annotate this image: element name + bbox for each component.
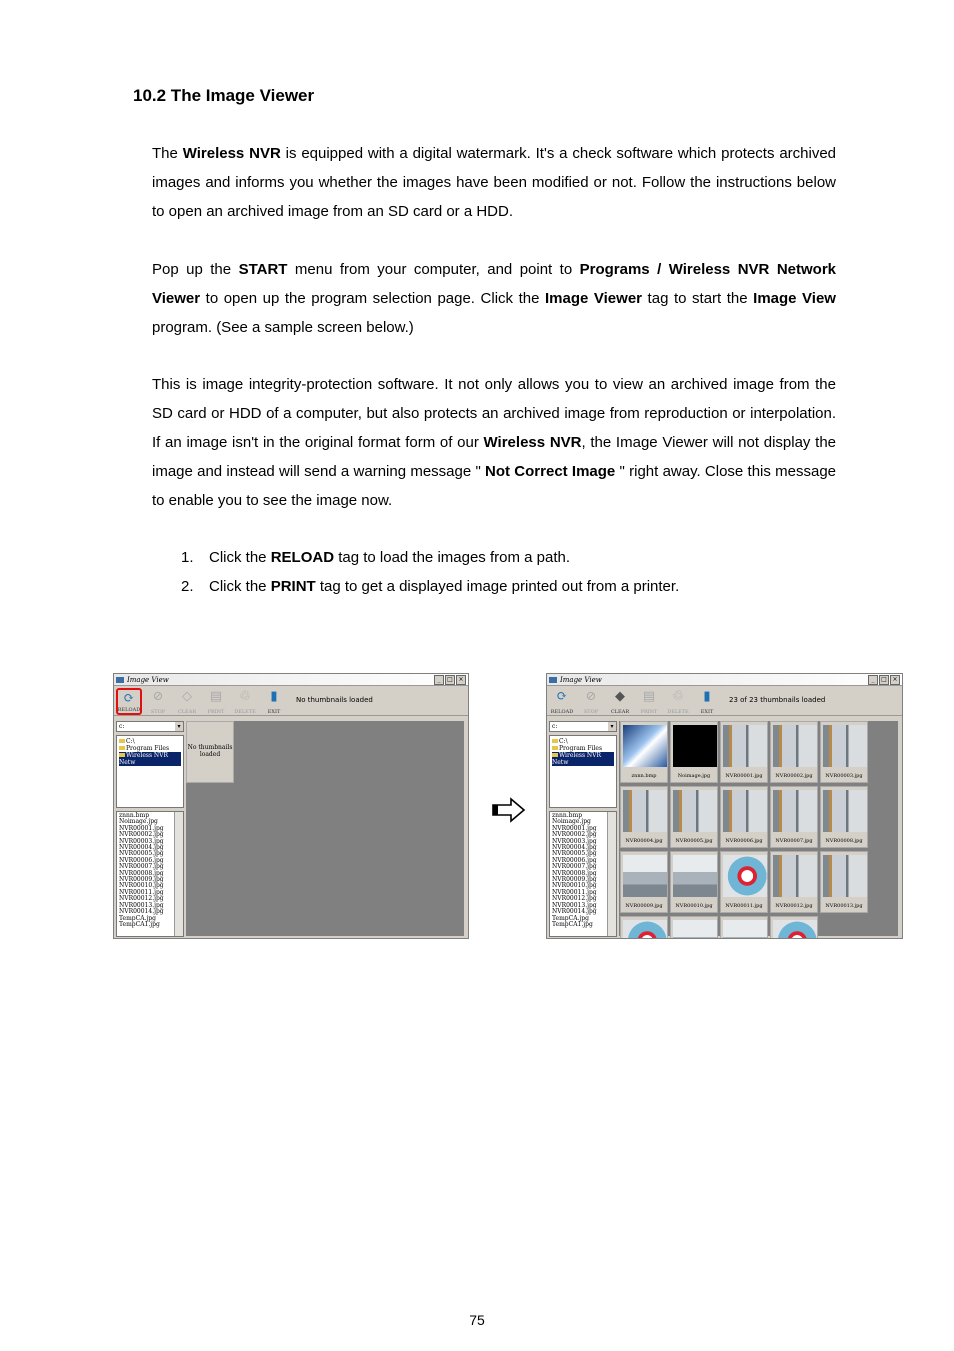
file-item[interactable]: NVR00011.jpg <box>552 888 597 896</box>
file-item[interactable]: NVR00007.jpg <box>552 863 597 871</box>
clear-button[interactable]: ◆ CLEAR <box>610 688 630 715</box>
thumbnail-image <box>723 725 767 767</box>
exit-door-icon: ▮ <box>703 688 711 704</box>
minimize-icon[interactable]: _ <box>868 675 878 685</box>
thumbnail-cell[interactable] <box>670 721 718 783</box>
minimize-icon[interactable]: _ <box>434 675 444 685</box>
chevron-down-icon: ▾ <box>175 722 183 731</box>
delete-button[interactable]: ♲ DELETE <box>667 688 689 715</box>
clear-button[interactable]: ◇ CLEAR <box>177 688 197 715</box>
file-list[interactable] <box>549 811 617 937</box>
thumbnail-cell[interactable] <box>620 851 668 913</box>
file-item[interactable]: NVR00006.jpg <box>119 856 164 864</box>
file-item[interactable]: NVR00006.jpg <box>552 856 597 864</box>
integrity-paragraph: This is image integrity-protection software. It not only allows you to view an archived image from the SD card or HDD of a computer, but also protects an archived image from reproduction or interpolation. If an image isn't in the original format form of our Wireless NVR, the Image Viewer will not display the image and instead will send a warning message " Not Correct Image " right away. Close this message to enable you to see the image now. <box>152 376 836 509</box>
file-item[interactable]: TempCA.jpg <box>119 914 156 922</box>
thumbnail-image <box>773 920 817 939</box>
thumbnail-image <box>673 920 717 939</box>
step-item: 1. Click the RELOAD tag to load the images from a path. <box>181 549 571 566</box>
thumbnail-image <box>773 790 817 832</box>
folder-tree[interactable] <box>116 735 184 808</box>
toolbar <box>114 686 468 716</box>
thumbnail-cell[interactable] <box>820 786 868 848</box>
drive-select[interactable]: c: ▾ <box>116 721 184 732</box>
thumbnail-image <box>673 790 717 832</box>
close-icon[interactable]: × <box>456 675 466 685</box>
thumbnail-image <box>723 920 767 939</box>
reload-button[interactable]: ⟳ RELOAD <box>550 688 574 715</box>
thumbnail-caption: NVR00009.jpg <box>625 903 663 909</box>
thumbnail-cell[interactable] <box>670 851 718 913</box>
thumbnail-cell[interactable] <box>770 851 818 913</box>
thumbnail-caption: NVR00012.jpg <box>775 903 813 909</box>
thumbnail-cell[interactable] <box>720 721 768 783</box>
maximize-icon[interactable]: □ <box>879 675 889 685</box>
intro-paragraph: The Wireless NVR is equipped with a digital watermark. It's a check software which protects archived images and informs you whether the images have been modified or not. Follow the instructions below to open an archived image from an SD card or a HDD. <box>152 145 837 220</box>
stop-button[interactable]: ⊘ STOP <box>583 688 599 715</box>
tree-item-selected[interactable]: Wireless NVR Netw <box>119 752 181 766</box>
tree-item[interactable]: Program Files <box>119 745 181 752</box>
file-item[interactable]: NVR00011.jpg <box>119 888 164 896</box>
drive-select[interactable]: c: ▾ <box>549 721 617 732</box>
stop-icon: ⊘ <box>585 688 597 704</box>
thumbnail-cell[interactable] <box>670 916 718 939</box>
thumbnail-caption: NVR00010.jpg <box>675 903 713 909</box>
thumbnail-image <box>723 790 767 832</box>
image-view-window-after <box>546 673 903 939</box>
file-item[interactable]: NVR00012.jpg <box>552 895 597 903</box>
file-item[interactable]: NVR00010.jpg <box>552 882 597 890</box>
reload-icon: ⟳ <box>556 688 568 704</box>
file-item[interactable]: TempCA1.jpg <box>552 920 593 928</box>
thumbnail-image <box>773 725 817 767</box>
thumbnail-image <box>623 855 667 897</box>
exit-button[interactable]: ▮ EXIT <box>267 688 281 715</box>
window-title: Image View <box>127 675 169 684</box>
folder-icon <box>119 753 125 757</box>
tree-item[interactable]: Program Files <box>552 745 614 752</box>
exit-door-icon: ▮ <box>270 688 278 704</box>
thumbnail-cell[interactable] <box>770 786 818 848</box>
file-item[interactable]: NVR00002.jpg <box>119 831 164 839</box>
thumbnail-image <box>623 920 667 939</box>
step-item: 2. Click the PRINT tag to get a displayed image printed out from a printer. <box>181 578 680 595</box>
printer-icon: ▤ <box>209 688 223 704</box>
thumbnail-caption: NVR00002.jpg <box>775 773 813 779</box>
file-item[interactable]: NVR00004.jpg <box>552 844 597 852</box>
thumbnail-cell[interactable] <box>670 786 718 848</box>
section-heading: 10.2 The Image Viewer <box>133 86 315 105</box>
thumbnail-cell[interactable] <box>620 916 668 939</box>
title-bar <box>114 674 468 686</box>
stop-button[interactable]: ⊘ STOP <box>150 688 166 715</box>
printer-icon: ▤ <box>642 688 656 704</box>
thumbnail-cell[interactable] <box>770 721 818 783</box>
chevron-down-icon: ▾ <box>608 722 616 731</box>
delete-button[interactable]: ♲ DELETE <box>234 688 256 715</box>
thumbnail-caption: Noimage.jpg <box>677 773 711 779</box>
thumbnail-caption: NVR00007.jpg <box>775 838 813 844</box>
thumbnail-image <box>823 725 867 767</box>
file-item[interactable]: NVR00014.jpg <box>119 908 164 916</box>
file-item[interactable]: NVR00005.jpg <box>119 850 164 858</box>
file-item[interactable]: NVR00004.jpg <box>119 844 164 852</box>
scrollbar[interactable] <box>607 812 616 936</box>
thumbnail-image <box>773 855 817 897</box>
file-item[interactable]: NVR00002.jpg <box>552 831 597 839</box>
file-item[interactable]: NVR00014.jpg <box>552 908 597 916</box>
file-item[interactable]: NVR00005.jpg <box>552 850 597 858</box>
page-number: 75 <box>469 1312 485 1328</box>
folder-icon <box>552 746 558 750</box>
print-button[interactable]: ▤ PRINT <box>640 688 658 715</box>
folder-icon <box>119 746 125 750</box>
file-item[interactable]: NVR00007.jpg <box>119 863 164 871</box>
file-item[interactable]: Noimage.jpg <box>552 818 591 826</box>
stop-icon: ⊘ <box>152 688 164 704</box>
thumbnail-image <box>673 725 717 767</box>
trash-icon: ♲ <box>672 688 684 704</box>
left-pane <box>116 721 184 936</box>
file-item[interactable]: NVR00012.jpg <box>119 895 164 903</box>
thumbnail-caption: NVR00005.jpg <box>675 838 713 844</box>
file-item[interactable]: NVR00013.jpg <box>552 901 597 909</box>
maximize-icon[interactable]: □ <box>445 675 455 685</box>
tree-item[interactable]: C:\ <box>119 738 181 745</box>
reload-icon: ⟳ <box>123 690 135 706</box>
thumbnail-image <box>623 790 667 832</box>
folder-icon <box>552 739 558 743</box>
window-title: Image View <box>560 675 602 684</box>
tree-item-selected[interactable]: Wireless NVR Netw <box>552 752 614 766</box>
file-item[interactable]: NVR00001.jpg <box>552 824 597 832</box>
thumbnail-cell[interactable] <box>770 916 818 939</box>
file-item[interactable]: NVR00013.jpg <box>119 901 164 909</box>
trash-icon: ♲ <box>239 688 251 704</box>
thumbnail-caption: NVR00004.jpg <box>625 838 663 844</box>
start-menu-paragraph: Pop up the START menu from your computer, and point to Programs / Wireless NVR Network Viewer to open up the program selection page. Click the Image Viewer tag to start the Image View program. (See a sample screen below.) <box>152 261 837 336</box>
thumbnail-cell[interactable] <box>620 721 668 783</box>
eraser-icon: ◆ <box>615 688 625 704</box>
thumbnail-caption: NVR00008.jpg <box>825 838 863 844</box>
eraser-icon: ◇ <box>182 688 192 704</box>
scrollbar[interactable] <box>174 812 183 936</box>
thumbnail-image <box>623 725 667 767</box>
thumbnail-caption: NVR00011.jpg <box>725 903 763 909</box>
left-pane <box>549 721 617 936</box>
file-item[interactable]: Noimage.jpg <box>119 818 158 826</box>
thumbnail-cell[interactable] <box>720 851 768 913</box>
thumbnail-image <box>823 855 867 897</box>
thumbnail-caption: NVR00003.jpg <box>825 773 863 779</box>
thumbnail-grid <box>619 721 898 936</box>
image-view-window-before <box>113 673 469 939</box>
status-text: No thumbnails loaded <box>296 696 373 704</box>
file-item[interactable]: NVR00001.jpg <box>119 824 164 832</box>
app-icon <box>116 677 124 683</box>
thumbnail-image <box>723 855 767 897</box>
status-text: 23 of 23 thumbnails loaded <box>729 696 826 704</box>
file-item[interactable]: NVR00010.jpg <box>119 882 164 890</box>
thumbnail-caption: NVR00006.jpg <box>725 838 763 844</box>
thumbnail-caption: znnn.bmp <box>631 773 657 779</box>
file-list[interactable] <box>116 811 184 937</box>
close-icon[interactable]: × <box>890 675 900 685</box>
steps-list <box>152 543 836 601</box>
file-item[interactable]: znnn.bmp <box>119 812 150 819</box>
thumbnail-caption: NVR00001.jpg <box>725 773 763 779</box>
file-item[interactable]: NVR00009.jpg <box>552 876 597 884</box>
thumbnail-cell[interactable] <box>820 851 868 913</box>
file-item[interactable]: TempCA.jpg <box>552 914 589 922</box>
thumbnail-cell[interactable] <box>720 916 768 939</box>
file-item[interactable]: znnn.bmp <box>552 812 583 819</box>
file-item[interactable]: TempCA1.jpg <box>119 920 160 928</box>
file-item[interactable]: NVR00003.jpg <box>119 837 164 845</box>
tree-item[interactable]: C:\ <box>552 738 614 745</box>
print-button[interactable]: ▤ PRINT <box>207 688 225 715</box>
file-item[interactable]: NVR00003.jpg <box>552 837 597 845</box>
folder-icon <box>552 753 558 757</box>
thumbnail-cell[interactable] <box>820 721 868 783</box>
app-icon <box>549 677 557 683</box>
thumbnail-image <box>673 855 717 897</box>
file-item[interactable]: NVR00008.jpg <box>119 869 164 877</box>
thumbnail-caption: NVR00013.jpg <box>825 903 863 909</box>
thumbnail-area <box>186 721 464 936</box>
thumbnail-cell[interactable] <box>620 786 668 848</box>
thumbnail-image <box>823 790 867 832</box>
empty-thumbnail-cell: No thumbnails loaded <box>186 721 234 783</box>
folder-icon <box>119 739 125 743</box>
folder-tree[interactable] <box>549 735 617 808</box>
file-item[interactable]: NVR00008.jpg <box>552 869 597 877</box>
thumbnail-cell[interactable] <box>720 786 768 848</box>
title-bar <box>547 674 902 686</box>
right-arrow-icon <box>491 796 527 824</box>
reload-button[interactable]: ⟳ RELOAD <box>116 688 142 715</box>
file-item[interactable]: NVR00009.jpg <box>119 876 164 884</box>
exit-button[interactable]: ▮ EXIT <box>700 688 714 715</box>
toolbar <box>547 686 902 716</box>
